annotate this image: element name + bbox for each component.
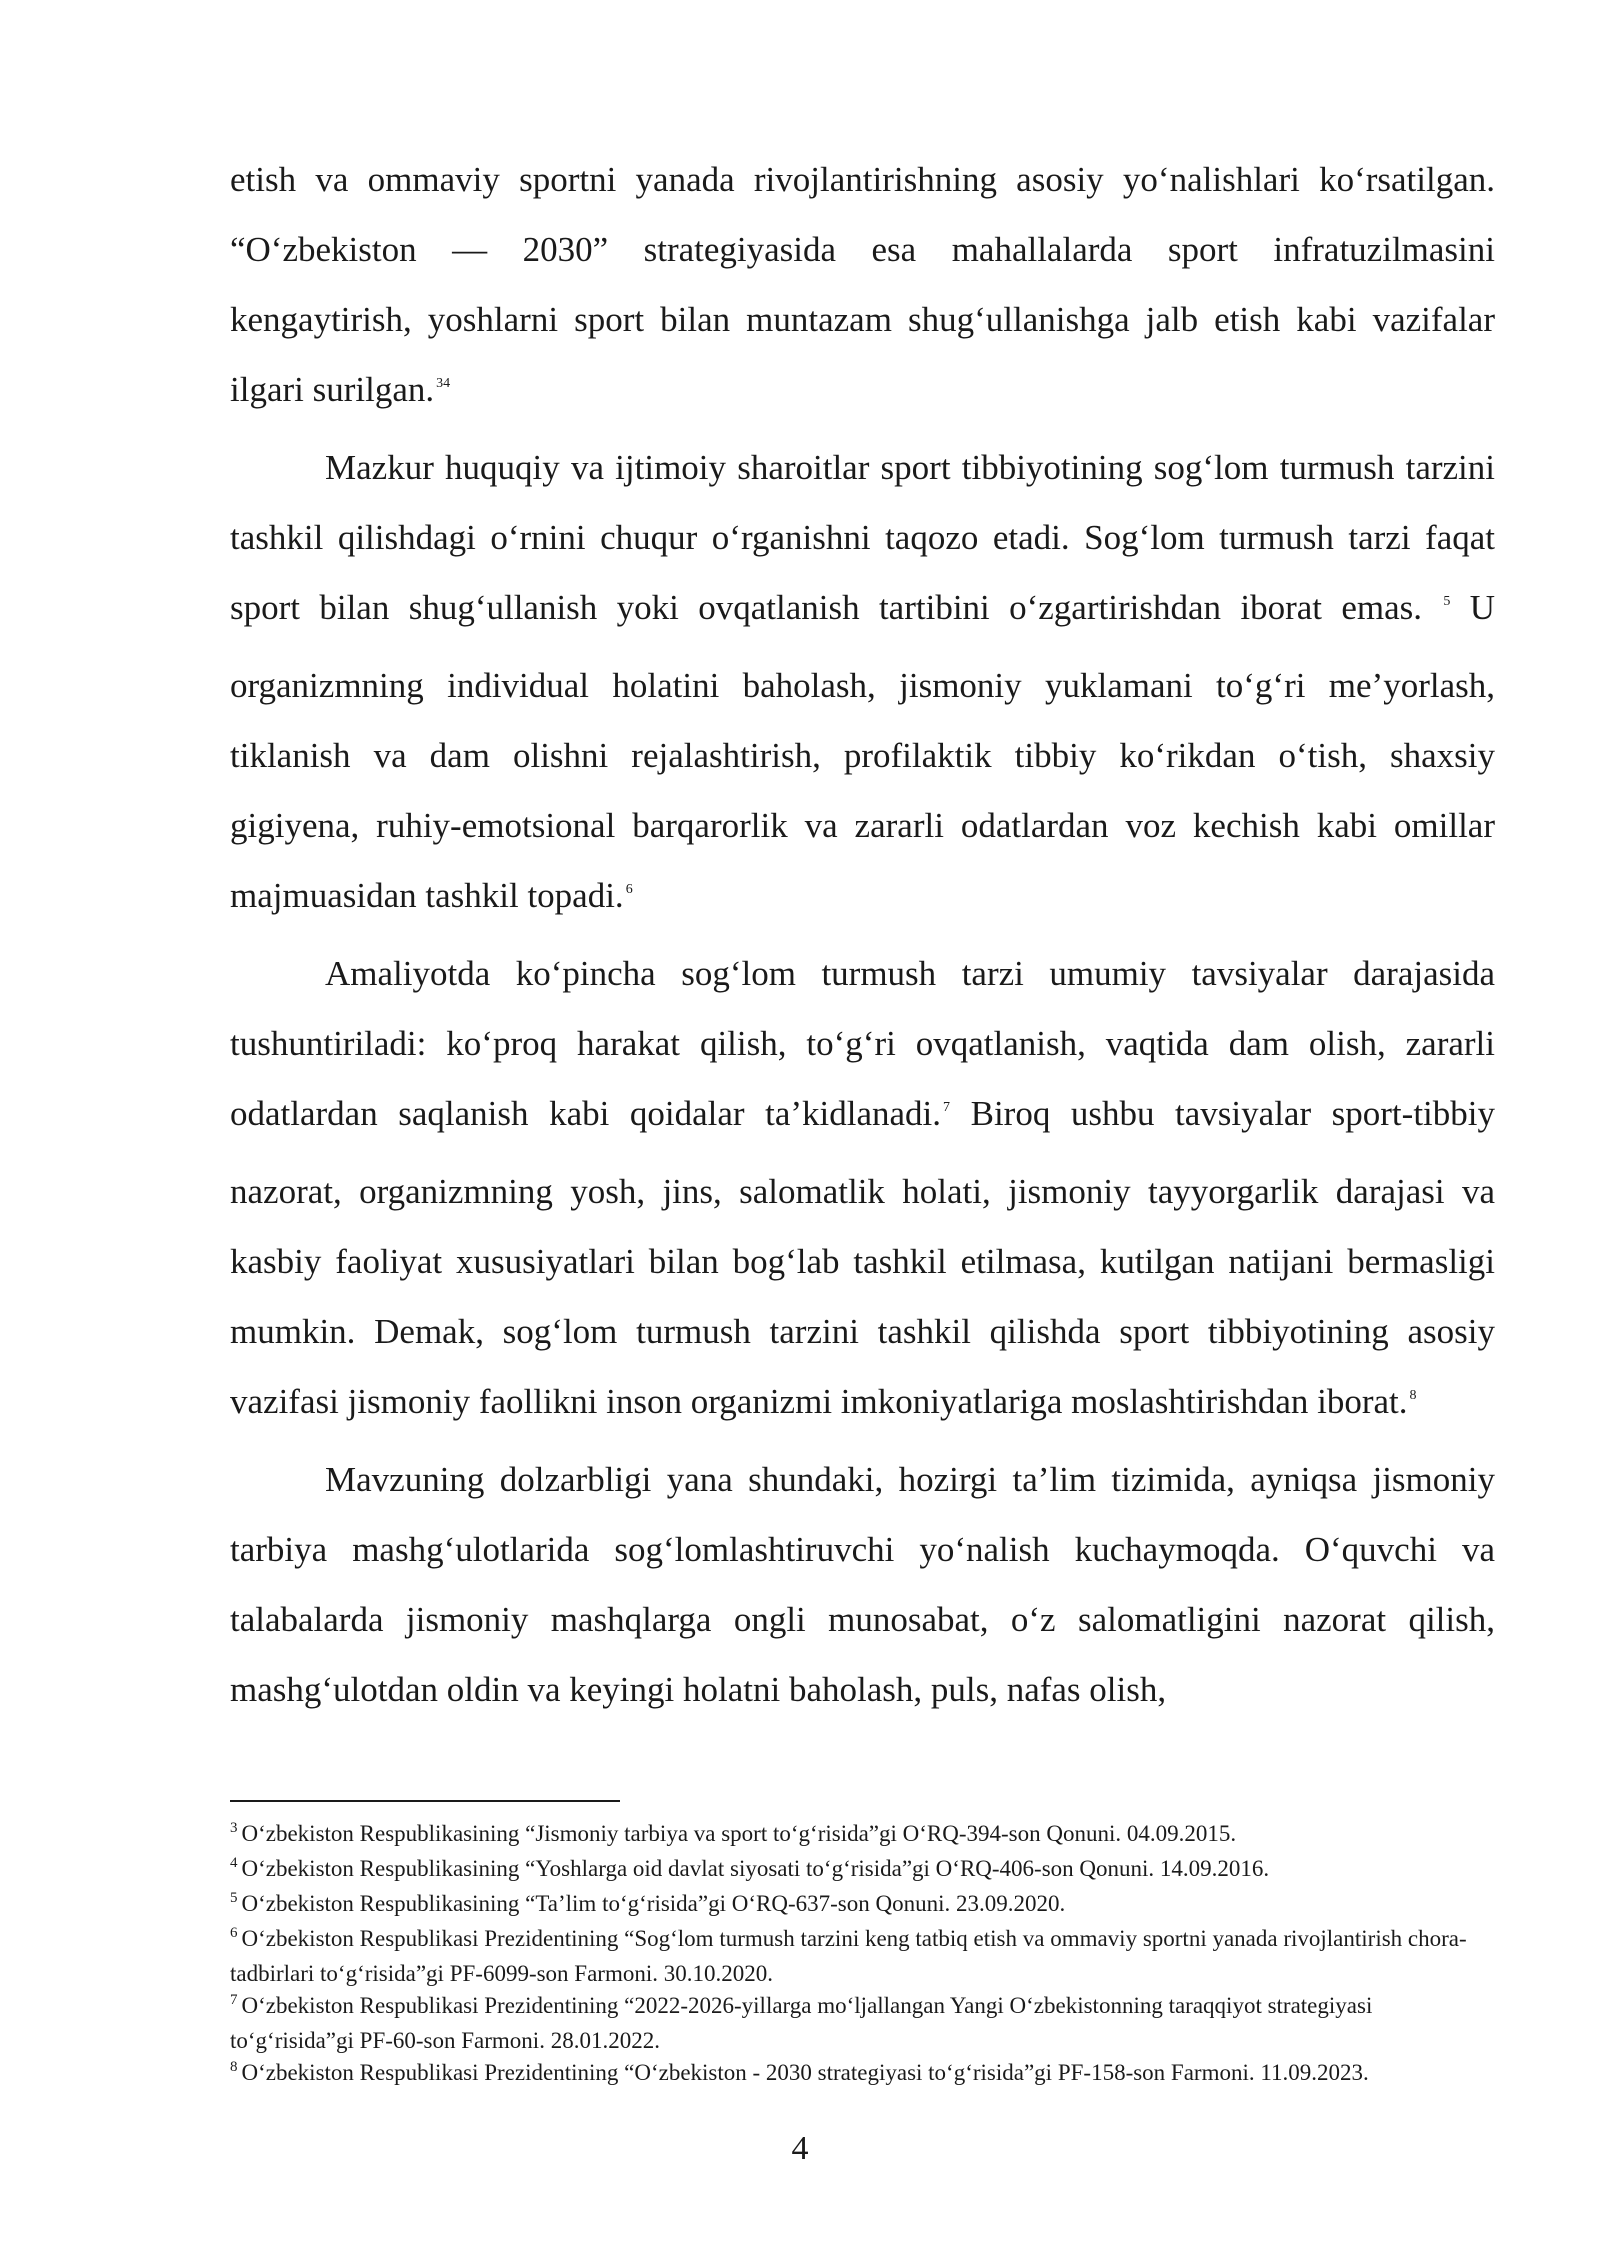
footnote-3 <box>230 1818 1495 1853</box>
paragraph-2-text-a: Mazkur huquqiy va ijtimoiy sharoitlar sport tibbiyotining sog‘lom turmush tarzini tashkil qilishdagi o‘rnini chuqur o‘rganishni taqozo etadi. Sog‘lom turmush tarzi faqat sport bilan shug‘ullanish yoki ovqatlanish tartibini o‘zgartirishdan iborat emas. <box>230 448 1495 627</box>
footnote-4 <box>230 1853 1495 1888</box>
paragraph-3 <box>230 939 1495 1445</box>
body-text <box>230 145 1495 1725</box>
footnote-text: O‘zbekiston Respublikasining “Yoshlarga oid davlat siyosati to‘g‘risida”gi O‘RQ-406-son Qonuni. 14.09.2016. <box>241 1856 1270 1881</box>
footnote-number: 6 <box>230 1925 238 1941</box>
footnote-7 <box>230 1990 1495 2057</box>
footnote-ref[interactable]: 8 <box>1409 1388 1417 1403</box>
paragraph-2-text-b: U organizmning individual holatini baholash, jismoniy yuklamani to‘g‘ri me’yorlash, tiklanish va dam olishni rejalashtirish, profilaktik tibbiy ko‘rikdan o‘tish, shaxsiy gigiyena, ruhiy-emotsional barqarorlik va zararli odatlardan voz kechish kabi omillar majmuasidan tashkil topadi. <box>230 588 1495 915</box>
paragraph-1-text: etish va ommaviy sportni yanada rivojlantirishning asosiy yo‘nalishlari ko‘rsatilgan. “O‘zbekiston — 2030” strategiyasida esa mahallalarda sport infratuzilmasini kengaytirish, yoshlarni sport bilan muntazam shug‘ullanishga jalb etish kabi vazifalar ilgari surilgan. <box>230 160 1495 409</box>
page-number: 4 <box>791 2130 809 2167</box>
footnote-ref[interactable]: 34 <box>436 376 451 391</box>
paragraph-4-text: Mavzuning dolzarbligi yana shundaki, hozirgi ta’lim tizimida, ayniqsa jismoniy tarbiya mashg‘ulotlarida sog‘lomlashtiruvchi yo‘nalish kuchaymoqda. O‘quvchi va talabalarda jismoniy mashqlarga ongli munosabat, o‘z salomatligini nazorat qilish, mashg‘ulotdan oldin va keyingi holatni baholash, puls, nafas olish, <box>230 1460 1495 1709</box>
paragraph-3-text-a: Amaliyotda ko‘pincha sog‘lom turmush tarzi umumiy tavsiyalar darajasida tushuntiriladi: ko‘proq harakat qilish, to‘g‘ri ovqatlanish, vaqtida dam olish, zararli odatlardan saqlanish kabi qoidalar ta’kidlanadi. <box>230 954 1495 1133</box>
footnote-number: 7 <box>230 1992 238 2008</box>
paragraph-3-text-b: Biroq ushbu tavsiyalar sport-tibbiy nazorat, organizmning yosh, jins, salomatlik holati, jismoniy tayyorgarlik darajasi va kasbiy faoliyat xususiyatlari bilan bog‘lab tashkil etilmasa, kutilgan natijani bermasligi mumkin. Demak, sog‘lom turmush tarzini tashkil qilishda sport tibbiyotining asosiy vazifasi jismoniy faollikni inson organizmi imkoniyatlariga moslashtirishdan iborat. <box>230 1094 1495 1421</box>
paragraph-4 <box>230 1445 1495 1725</box>
footnote-text: O‘zbekiston Respublikasining “Jismoniy tarbiya va sport to‘g‘risida”gi O‘RQ-394-son Qonuni. 04.09.2015. <box>241 1821 1237 1846</box>
footnote-ref[interactable]: 6 <box>625 882 633 897</box>
footnote-separator <box>230 1800 620 1802</box>
footnotes <box>230 1818 1495 2092</box>
footnote-text: O‘zbekiston Respublikasi Prezidentining “O‘zbekiston - 2030 strategiyasi to‘g‘risida”gi PF-158-son Farmoni. 11.09.2023. <box>241 2060 1369 2085</box>
footnote-8 <box>230 2057 1495 2092</box>
footnote-text: O‘zbekiston Respublikasi Prezidentining “Sog‘lom turmush tarzini keng tatbiq etish va ommaviy sportni yanada rivojlantirish chora-tadbirlari to‘g‘risida”gi PF-6099-son Farmoni. 30.10.2020. <box>230 1926 1467 1986</box>
footnote-number: 4 <box>230 1855 238 1871</box>
footnote-text: O‘zbekiston Respublikasining “Ta’lim to‘g‘risida”gi O‘RQ-637-son Qonuni. 23.09.2020. <box>241 1891 1066 1916</box>
footnote-number: 8 <box>230 2059 238 2075</box>
paragraph-2 <box>230 433 1495 939</box>
footnote-number: 3 <box>230 1820 238 1836</box>
paragraph-1 <box>230 145 1495 433</box>
footnote-text: O‘zbekiston Respublikasi Prezidentining “2022-2026-yillarga mo‘ljallangan Yangi O‘zbekistonning taraqqiyot strategiyasi to‘g‘risida”gi PF-60-son Farmoni. 28.01.2022. <box>230 1993 1373 2053</box>
footnote-number: 5 <box>230 1890 238 1906</box>
footnote-5 <box>230 1888 1495 1923</box>
footnote-ref[interactable]: 7 <box>943 1100 951 1115</box>
footnote-6 <box>230 1923 1495 1990</box>
footnote-ref[interactable]: 5 <box>1443 594 1451 609</box>
